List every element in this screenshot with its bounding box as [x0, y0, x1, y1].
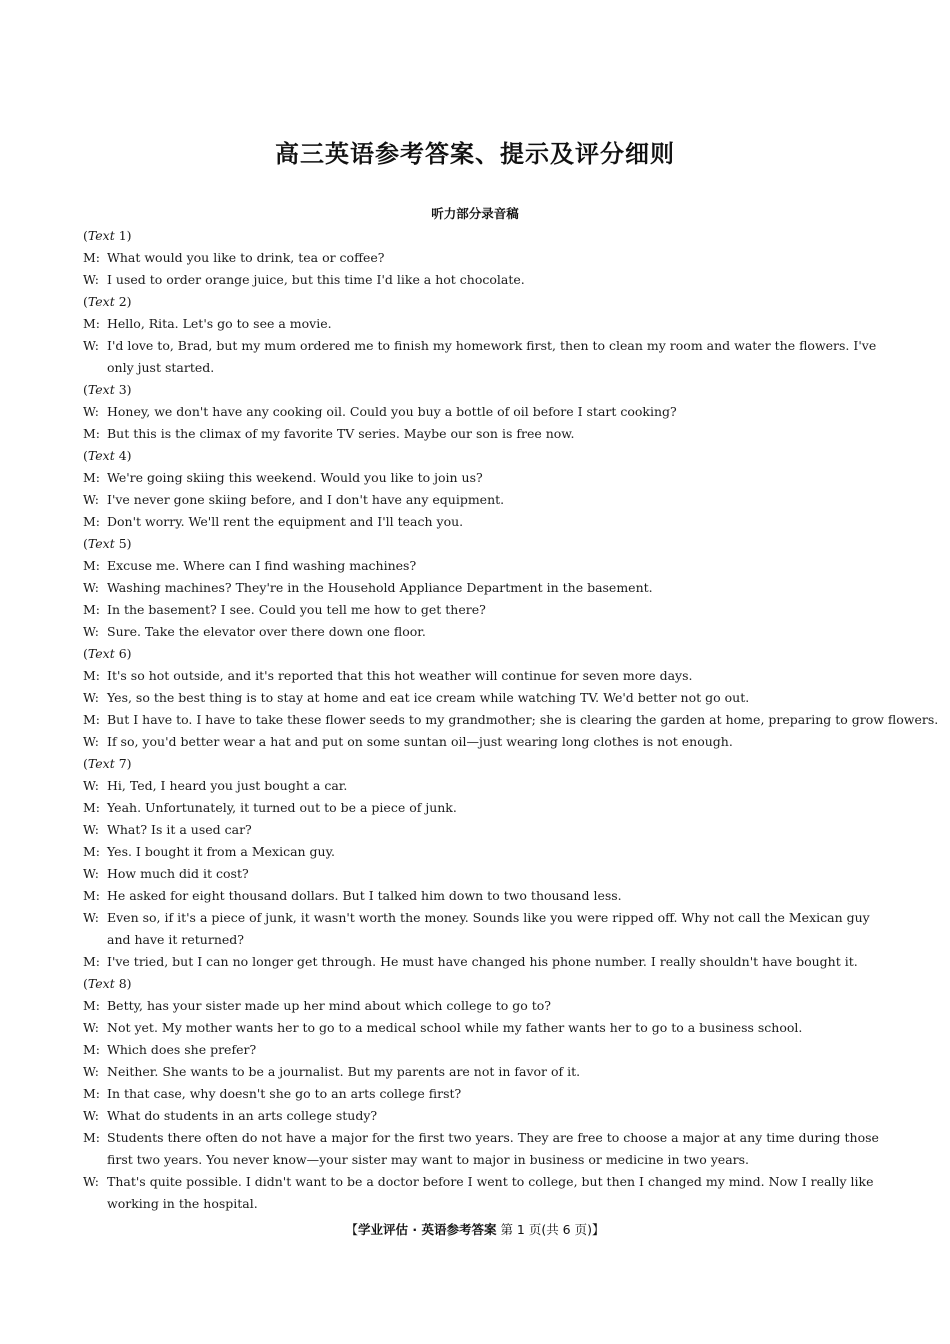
dialogue-text: Yeah. Unfortunately, it turned out to be a piece of junk.	[107, 800, 457, 815]
dialogue-line	[83, 1083, 883, 1105]
heading-paren: (	[83, 294, 88, 309]
dialogue-line	[83, 775, 883, 797]
dialogue-line	[83, 841, 883, 863]
text-heading	[83, 973, 883, 995]
heading-paren: (	[83, 756, 88, 771]
speaker-label: W:	[83, 1174, 99, 1189]
dialogue-line	[83, 709, 939, 731]
speaker-label: M:	[83, 844, 101, 859]
dialogue-line	[83, 489, 883, 511]
speaker-label: W:	[83, 690, 99, 705]
speaker-label: M:	[83, 888, 101, 903]
speaker-label: M:	[83, 1042, 101, 1057]
dialogue-text: What? Is it a used car?	[107, 822, 252, 837]
speaker-label: W:	[83, 822, 99, 837]
dialogue-text: But I have to. I have to take these flower seeds to my grandmother; she is clearing the garden at home, preparing to grow flowers.	[107, 712, 939, 727]
speaker-label: W:	[83, 910, 99, 925]
speaker-label: W:	[83, 272, 99, 287]
dialogue-line	[83, 951, 883, 973]
heading-paren: (	[83, 536, 88, 551]
dialogue-line	[83, 269, 883, 291]
page-footer	[0, 1220, 950, 1238]
speaker-label: M:	[83, 668, 101, 683]
dialogue-line	[83, 1171, 883, 1215]
dialogue-text: I used to order orange juice, but this time I'd like a hot chocolate.	[107, 272, 525, 287]
dialogue-text: What do students in an arts college study?	[107, 1108, 378, 1123]
dialogue-text: Yes. I bought it from a Mexican guy.	[107, 844, 335, 859]
footer-title: 学业评估 · 英语参考答案	[358, 1222, 497, 1237]
heading-label: Text	[87, 448, 115, 463]
heading-label: Text	[87, 756, 115, 771]
dialogue-text: Excuse me. Where can I find washing machines?	[107, 558, 417, 573]
speaker-label: M:	[83, 1130, 101, 1145]
dialogue-line	[83, 819, 883, 841]
speaker-label: M:	[83, 426, 101, 441]
footer-bracket-open: 【	[345, 1222, 358, 1237]
dialogue-line	[83, 885, 883, 907]
text-heading	[83, 643, 883, 665]
speaker-label: W:	[83, 580, 99, 595]
heading-label: Text	[87, 976, 115, 991]
dialogue-text: Don't worry. We'll rent the equipment and I'll teach you.	[107, 514, 464, 529]
dialogue-text: Betty, has your sister made up her mind about which college to go to?	[107, 998, 551, 1013]
speaker-label: W:	[83, 404, 99, 419]
speaker-label: M:	[83, 250, 101, 265]
heading-label: Text	[87, 228, 115, 243]
dialogue-line	[83, 577, 883, 599]
footer-bracket-close: 】	[592, 1222, 605, 1237]
heading-number: 4)	[114, 448, 132, 463]
speaker-label: M:	[83, 470, 101, 485]
dialogue-line	[83, 1127, 883, 1171]
dialogue-line	[83, 247, 883, 269]
page-title: 高三英语参考答案、提示及评分细则	[275, 140, 675, 168]
dialogue-line	[83, 665, 883, 687]
speaker-label: W:	[83, 338, 99, 353]
dialogue-line	[83, 511, 883, 533]
text-heading	[83, 445, 883, 467]
dialogue-line	[83, 599, 883, 621]
heading-label: Text	[87, 646, 115, 661]
dialogue-text: We're going skiing this weekend. Would you like to join us?	[107, 470, 483, 485]
speaker-label: M:	[83, 1086, 101, 1101]
speaker-label: W:	[83, 492, 99, 507]
speaker-label: M:	[83, 712, 101, 727]
speaker-label: W:	[83, 1020, 99, 1035]
dialogue-text: He asked for eight thousand dollars. But I talked him down to two thousand less.	[107, 888, 622, 903]
speaker-label: W:	[83, 778, 99, 793]
dialogue-line	[83, 401, 883, 423]
dialogue-line	[83, 1039, 883, 1061]
speaker-label: M:	[83, 998, 101, 1013]
text-heading	[83, 379, 883, 401]
speaker-label: W:	[83, 624, 99, 639]
dialogue-text: If so, you'd better wear a hat and put on some suntan oil—just wearing long clothes is not enough.	[107, 734, 733, 749]
heading-label: Text	[87, 294, 115, 309]
heading-paren: (	[83, 646, 88, 661]
footer-page-number: 第 1 页(共 6 页)	[500, 1222, 592, 1237]
dialogue-text: In the basement? I see. Could you tell me how to get there?	[107, 602, 486, 617]
dialogue-text: Hello, Rita. Let's go to see a movie.	[107, 316, 332, 331]
dialogue-text: Yes, so the best thing is to stay at home and eat ice cream while watching TV. We'd better not go out.	[107, 690, 750, 705]
dialogue-line	[83, 1017, 883, 1039]
dialogue-line	[83, 863, 883, 885]
speaker-label: M:	[83, 954, 101, 969]
dialogue-text: Sure. Take the elevator over there down one floor.	[107, 624, 426, 639]
dialogue-text: What would you like to drink, tea or coffee?	[107, 250, 385, 265]
heading-paren: (	[83, 976, 88, 991]
heading-paren: (	[83, 448, 88, 463]
dialogue-line	[83, 555, 883, 577]
heading-label: Text	[87, 536, 115, 551]
dialogue-text: I'd love to, Brad, but my mum ordered me to finish my homework first, then to clean my room and water the flowers. I've only just started.	[107, 338, 877, 375]
dialogue-line	[83, 731, 883, 753]
speaker-label: M:	[83, 602, 101, 617]
dialogue-line	[83, 621, 883, 643]
dialogue-text: I've tried, but I can no longer get through. He must have changed his phone number. I really shouldn't have bought it.	[107, 954, 858, 969]
dialogue-line	[83, 995, 883, 1017]
speaker-label: M:	[83, 316, 101, 331]
dialogue-text: It's so hot outside, and it's reported that this hot weather will continue for seven more days.	[107, 668, 693, 683]
text-heading	[83, 225, 883, 247]
dialogue-text: How much did it cost?	[107, 866, 249, 881]
transcript-body	[83, 225, 939, 1215]
dialogue-text: That's quite possible. I didn't want to be a doctor before I went to college, but then I changed my mind. Now I really like working in the hospital.	[107, 1174, 874, 1211]
speaker-label: M:	[83, 800, 101, 815]
speaker-label: W:	[83, 734, 99, 749]
heading-number: 3)	[114, 382, 132, 397]
dialogue-line	[83, 313, 883, 335]
dialogue-text: Neither. She wants to be a journalist. But my parents are not in favor of it.	[107, 1064, 581, 1079]
dialogue-line	[83, 423, 883, 445]
dialogue-text: Not yet. My mother wants her to go to a medical school while my father wants her to go to a business school.	[107, 1020, 803, 1035]
heading-number: 7)	[114, 756, 132, 771]
dialogue-text: But this is the climax of my favorite TV series. Maybe our son is free now.	[107, 426, 575, 441]
heading-number: 1)	[114, 228, 132, 243]
dialogue-line	[83, 1105, 883, 1127]
dialogue-text: Honey, we don't have any cooking oil. Could you buy a bottle of oil before I start cooking?	[107, 404, 677, 419]
dialogue-text: I've never gone skiing before, and I don't have any equipment.	[107, 492, 505, 507]
heading-number: 6)	[114, 646, 132, 661]
dialogue-text: Which does she prefer?	[107, 1042, 257, 1057]
dialogue-text: Washing machines? They're in the Household Appliance Department in the basement.	[107, 580, 653, 595]
speaker-label: M:	[83, 558, 101, 573]
heading-number: 2)	[114, 294, 132, 309]
speaker-label: W:	[83, 1064, 99, 1079]
dialogue-line	[83, 687, 883, 709]
heading-number: 5)	[114, 536, 132, 551]
dialogue-text: Even so, if it's a piece of junk, it wasn't worth the money. Sounds like you were ripped off. Why not call the Mexican guy and have it returned?	[107, 910, 870, 947]
dialogue-line	[83, 467, 883, 489]
dialogue-line	[83, 335, 883, 379]
dialogue-line	[83, 797, 883, 819]
dialogue-line	[83, 1061, 883, 1083]
heading-paren: (	[83, 228, 88, 243]
text-heading	[83, 753, 883, 775]
dialogue-text: Hi, Ted, I heard you just bought a car.	[107, 778, 348, 793]
section-subtitle: 听力部分录音稿	[431, 206, 519, 221]
heading-label: Text	[87, 382, 115, 397]
dialogue-text: Students there often do not have a major for the first two years. They are free to choose a major at any time during those first two years. You never know—your sister may want to major in business or medicine in two years.	[107, 1130, 879, 1167]
text-heading	[83, 291, 883, 313]
dialogue-line	[83, 907, 883, 951]
dialogue-text: In that case, why doesn't she go to an arts college first?	[107, 1086, 462, 1101]
speaker-label: W:	[83, 866, 99, 881]
text-heading	[83, 533, 883, 555]
speaker-label: W:	[83, 1108, 99, 1123]
heading-paren: (	[83, 382, 88, 397]
speaker-label: M:	[83, 514, 101, 529]
heading-number: 8)	[114, 976, 132, 991]
